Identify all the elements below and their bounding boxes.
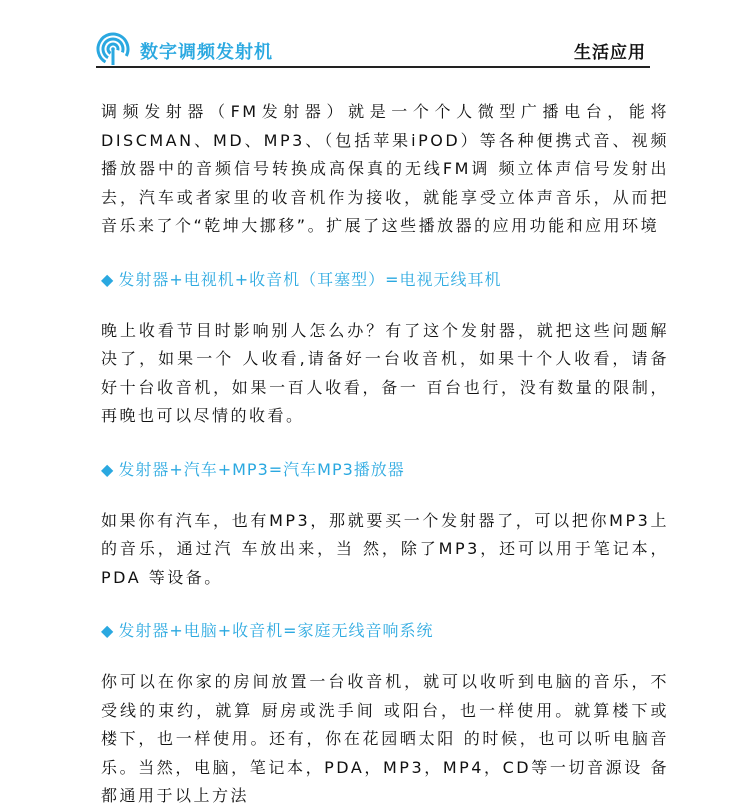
- brand-title: 数字调频发射机: [140, 42, 273, 63]
- section-heading-tv: [101, 267, 669, 293]
- section-heading-pc: [101, 618, 669, 644]
- section-body-tv: 晚上收看节目时影响别人怎么办？有了这个发射器，就把这些问题解决了，如果一个 人收看,请备好一台收音机，如果十个人收看，请备好十台收音机，如果一百人收看，备一 百台也行，没有数量的限制，再晚也可以尽情的收看。: [101, 320, 669, 425]
- section-heading-text: 发射器+汽车+MP3=汽车MP3播放器: [118, 459, 405, 479]
- section-body-car: 如果你有汽车，也有MP3，那就要买一个发射器了，可以把你MP3上的音乐，通过汽 车放出来，当 然，除了MP3，还可以用于笔记本，PDA 等设备。: [101, 510, 669, 587]
- article-content: [101, 98, 669, 811]
- wifi-signal-icon: [96, 32, 130, 66]
- page-header: [96, 30, 650, 68]
- diamond-bullet-icon: ◆: [101, 621, 115, 640]
- section-heading-car: [101, 457, 669, 483]
- diamond-bullet-icon: ◆: [101, 269, 115, 289]
- diamond-bullet-icon: ◆: [101, 459, 115, 479]
- section-heading-text: 发射器+电脑+收音机=家庭无线音响系统: [118, 621, 434, 640]
- section-body-pc: 你可以在你家的房间放置一台收音机，就可以收听到电脑的音乐，不受线的束约，就算 厨房或洗手间 或阳台，也一样使用。就算楼下或楼下，也一样使用。还有，你在花园晒太阳 的时候，也可以听电脑音乐。当然，电脑，笔记本，PDA，MP3，MP4，CD等一切音源设 备都通用于以上方法: [101, 672, 669, 805]
- intro-paragraph: 调频发射器（FM发射器）就是一个个人微型广播电台，能将DISCMAN、MD、MP3、（包括苹果iPOD）等各种便携式音、视频播放器中的音频信号转换成高保真的无线FM调 频立体声信号发射出去，汽车或者家里的收音机作为接收，就能享受立体声音乐，从而把音乐来了个“乾坤大挪移”。扩展了这些播放器的应用功能和应用环境: [101, 102, 669, 235]
- section-heading-text: 发射器+电视机+收音机（耳塞型）=电视无线耳机: [118, 269, 502, 289]
- category-label: 生活应用: [574, 43, 646, 63]
